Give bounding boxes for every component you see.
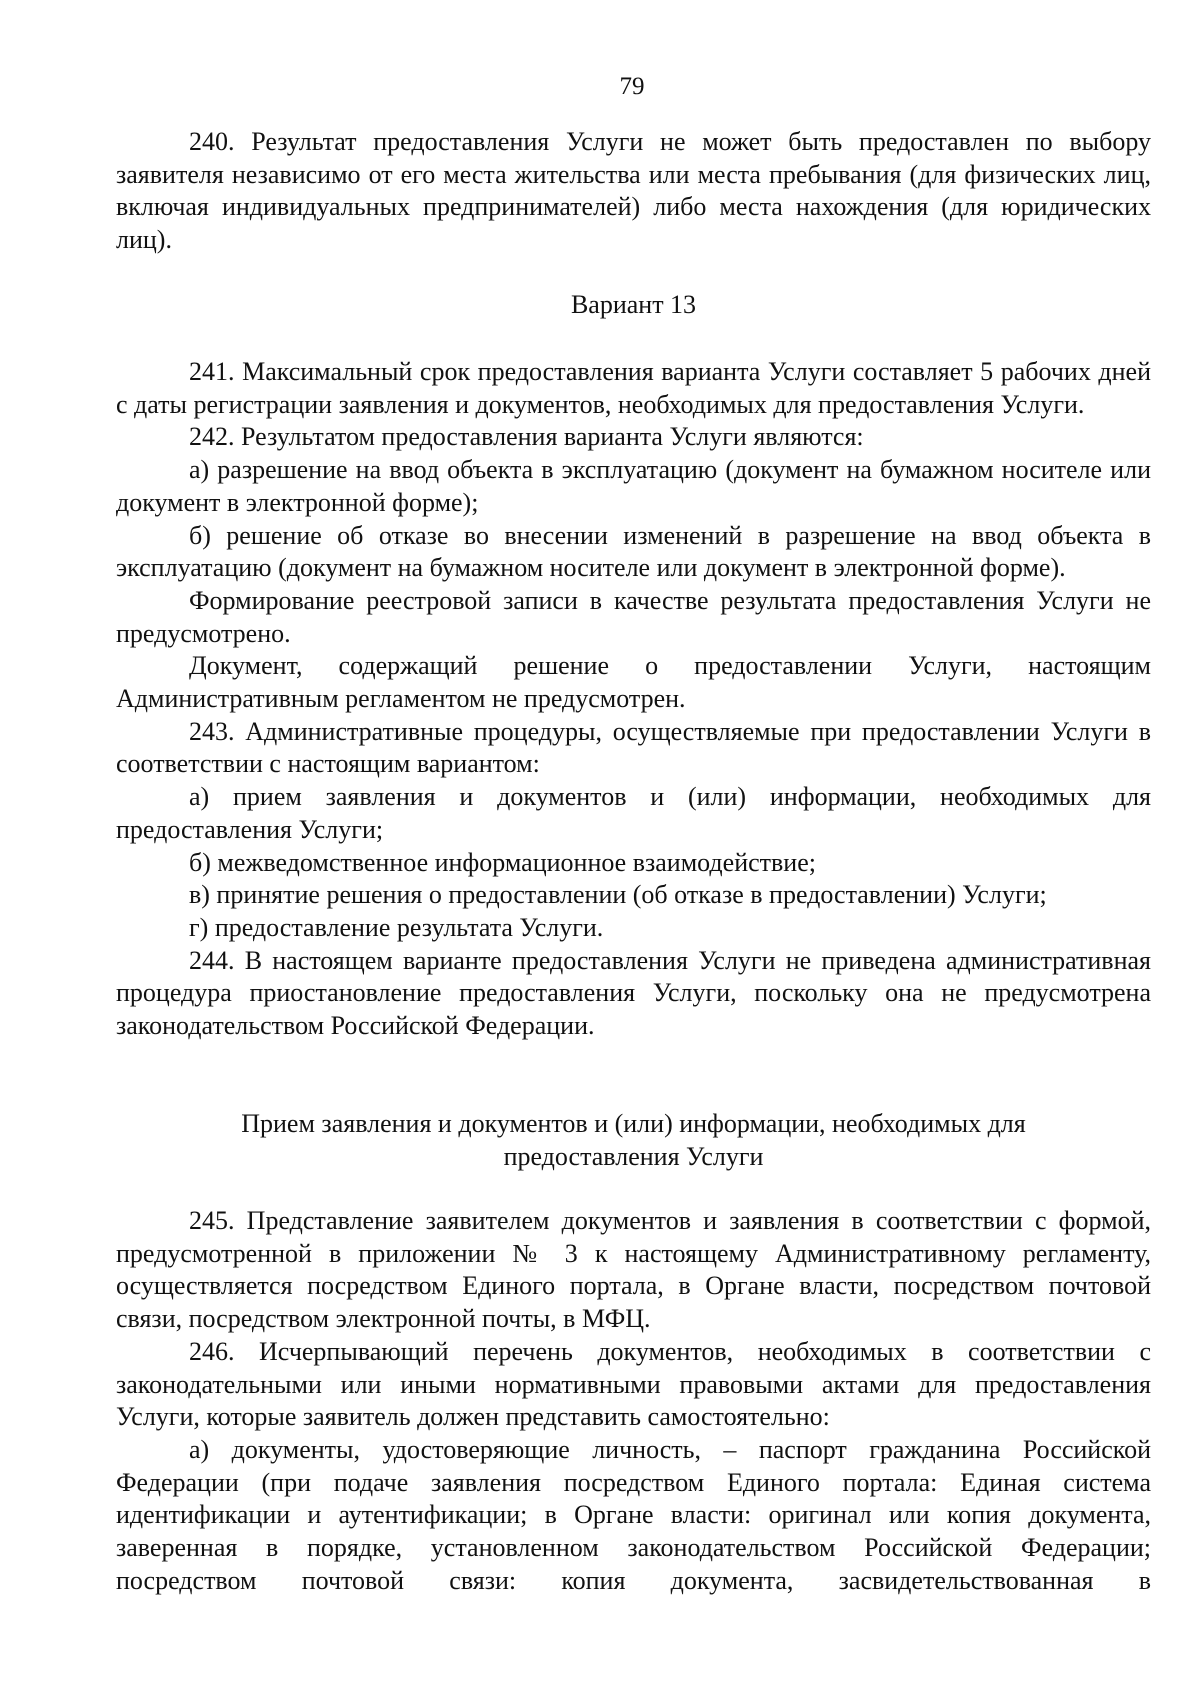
paragraph-246-a: а) документы, удостоверяющие личность, – паспорт гражданина Российской Федерации (при подаче заявления посредством Единого портала: Единая система идентификации и аутентификации; в Органе власти: оригинал или копия документа, заверенная в порядке, установленном законодательством Российской Федерации; посредством почтовой связи: копия документа, засвидетельствованная в [116,1434,1151,1595]
paragraph-243-v: в) принятие решения о предоставлении (об отказе в предоставлении) Услуги; [189,880,1047,910]
page-number: 79 [619,73,645,100]
paragraph-243-g: г) предоставление результата Услуги. [189,912,604,942]
text-block-240 [116,126,1151,257]
paragraph-245: 245. Представление заявителем документов и заявления в соответствии с формой, предусмотренной в приложении № 3 к настоящему Административному регламенту, осуществляется посредством Единого портала, в Органе власти, посредством почтовой связи, посредством электронной почты, в МФЦ. [116,1206,1151,1334]
paragraph-244: 244. В настоящем варианте предоставления Услуги не приведена административная процедура приостановление предоставления Услуги, поскольку она не предусмотрена законодательством Российской Федерации. [116,945,1151,1041]
paragraph-243-a: а) прием заявления и документов и (или) информации, необходимых для предоставления Услуги; [116,782,1151,844]
paragraph-242-b: б) решение об отказе во внесении изменений в разрешение на ввод объекта в эксплуатацию (документ на бумажном носителе или документ в электронной форме). [116,520,1151,583]
section-heading-line-2: предоставления Услуги [503,1141,764,1171]
paragraph-242-a: а) разрешение на ввод объекта в эксплуатацию (документ на бумажном носителе или документ в электронной форме); [116,455,1151,517]
section-heading-application-intake [116,1108,1151,1173]
section-heading-line-1: Прием заявления и документов и (или) информации, необходимых для [241,1109,1026,1138]
paragraph-246: 246. Исчерпывающий перечень документов, необходимых в соответствии с законодательными или иными нормативными правовыми актами для предоставления Услуги, которые заявитель должен представить самостоятельно: [116,1336,1151,1432]
paragraph-decision-document: Документ, содержащий решение о предоставлении Услуги, настоящим Административным регламентом не предусмотрен. [116,651,1151,714]
section-heading-variant-13: Вариант 13 [570,290,697,319]
paragraph-243: 243. Административные процедуры, осуществляемые при предоставлении Услуги в соответствии с настоящим вариантом: [116,716,1151,779]
paragraph-243-b: б) межведомственное информационное взаимодействие; [189,847,816,877]
text-block-241-244 [116,356,1151,1043]
text-block-245-246 [116,1205,1151,1597]
paragraph-242: 242. Результатом предоставления варианта Услуги являются: [189,422,864,452]
paragraph-241: 241. Максимальный срок предоставления варианта Услуги составляет 5 рабочих дней с даты регистрации заявления и документов, необходимых для предоставления Услуги. [116,357,1151,419]
paragraph-240: 240. Результат предоставления Услуги не может быть предоставлен по выбору заявителя независимо от его места жительства или места пребывания (для физических лиц, включая индивидуальных предпринимателей) либо места нахождения (для юридических лиц). [116,127,1151,255]
paragraph-registry-record: Формирование реестровой записи в качестве результата предоставления Услуги не предусмотрено. [116,585,1151,648]
